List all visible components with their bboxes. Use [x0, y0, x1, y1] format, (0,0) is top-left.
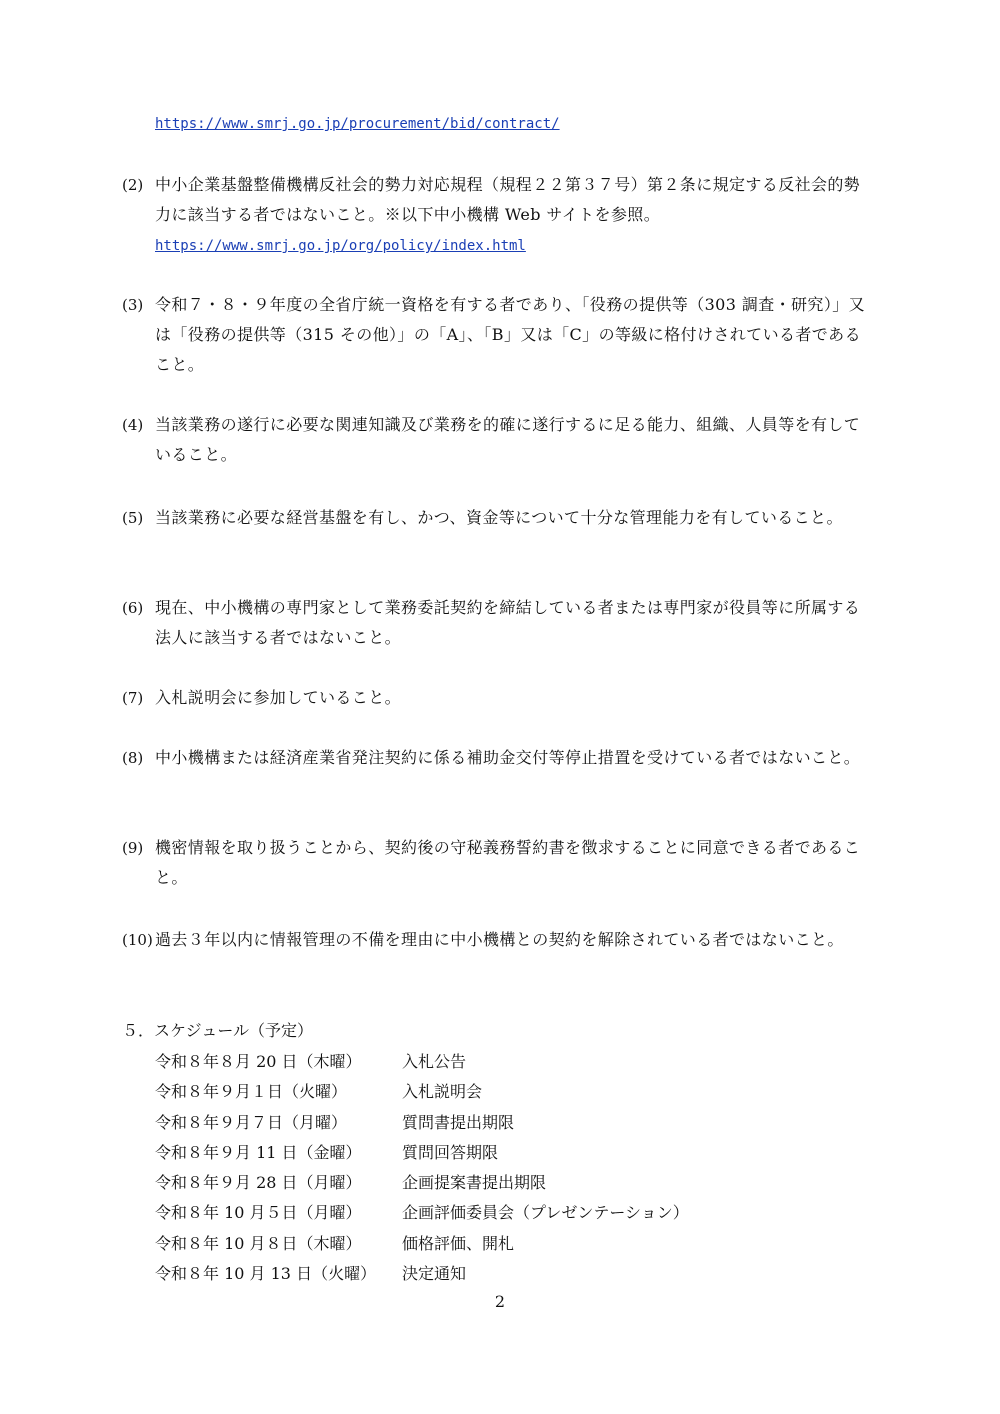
- item-6: [122, 593, 872, 653]
- item-text: 入札説明会に参加していること。: [155, 688, 402, 707]
- item-number: (4): [122, 416, 144, 434]
- item-text: 過去３年以内に情報管理の不備を理由に中小機構との契約を解除されている者ではないこと。: [155, 930, 844, 949]
- schedule-event: 決定通知: [402, 1264, 467, 1284]
- schedule-date: 令和８年９月１日（火曜）: [155, 1082, 348, 1102]
- item-9: [122, 833, 872, 893]
- item-text: 当該業務の遂行に必要な関連知識及び業務を的確に遂行するに足る能力、組織、人員等を有していること。: [155, 415, 861, 464]
- item-2: [122, 170, 872, 261]
- schedule-row: [155, 1198, 689, 1228]
- schedule-row: [155, 1047, 689, 1077]
- item-text: 機密情報を取り扱うことから、契約後の守秘義務誓約書を徴求することに同意できる者であること。: [155, 838, 861, 887]
- item-number: (2): [122, 176, 144, 194]
- item-number: (3): [122, 296, 144, 314]
- item-10: [122, 925, 872, 955]
- schedule-date: 令和８年 10 月８日（木曜）: [155, 1233, 362, 1253]
- schedule-row: [155, 1229, 689, 1259]
- item-number: (7): [122, 689, 144, 707]
- schedule-event: 質問回答期限: [402, 1142, 499, 1162]
- item-number: (9): [122, 839, 144, 857]
- schedule-event: 価格評価、開札: [402, 1233, 515, 1253]
- item-number: (6): [122, 599, 144, 617]
- item-text: 中小企業基盤整備機構反社会的勢力対応規程（規程２２第３７号）第２条に規定する反社会的勢力に該当する者ではないこと。※以下中小機構 Web サイトを参照。: [155, 175, 861, 224]
- schedule-date: 令和８年 10 月 13 日（火曜）: [155, 1264, 377, 1284]
- item-number: (8): [122, 749, 144, 767]
- schedule-event: 入札説明会: [402, 1082, 483, 1102]
- schedule-row: [155, 1259, 689, 1289]
- page-number: 2: [494, 1292, 506, 1311]
- schedule-event: 入札公告: [402, 1052, 467, 1071]
- schedule-date: 令和８年９月 28 日（月曜）: [155, 1173, 362, 1193]
- schedule-heading: ５．スケジュール（予定）: [122, 1021, 314, 1040]
- item-number: (10): [122, 931, 153, 949]
- item-8: [122, 743, 872, 773]
- item-3: [122, 290, 872, 380]
- item-text: 当該業務に必要な経営基盤を有し、かつ、資金等について十分な管理能力を有していること。: [155, 508, 843, 527]
- item-7: [122, 683, 872, 713]
- schedule-row: [155, 1138, 689, 1168]
- schedule-row: [155, 1168, 689, 1198]
- policy-link[interactable]: https://www.smrj.go.jp/org/policy/index.html: [155, 238, 526, 254]
- item-4: [122, 410, 872, 470]
- schedule-date: 令和８年８月 20 日（木曜）: [155, 1052, 362, 1071]
- item-text: 現在、中小機構の専門家として業務委託契約を締結している者または専門家が役員等に所属する法人に該当する者ではないこと。: [155, 598, 861, 647]
- schedule-event: 質問書提出期限: [402, 1112, 515, 1132]
- schedule-event: 企画評価委員会（プレゼンテーション）: [402, 1203, 689, 1223]
- schedule-list: [155, 1047, 689, 1289]
- schedule-row: [155, 1077, 689, 1107]
- item-text: 中小機構または経済産業省発注契約に係る補助金交付等停止措置を受けている者ではないこと。: [155, 748, 861, 767]
- schedule-date: 令和８年 10 月５日（月曜）: [155, 1203, 362, 1223]
- item-number: (5): [122, 509, 144, 527]
- item-text: 令和７・８・９年度の全省庁統一資格を有する者であり、「役務の提供等（303 調査・研究）」又は「役務の提供等（315 その他）」の「A」、「B」又は「C」の等級に格付けされている者であること。: [155, 295, 866, 374]
- item-5: [122, 503, 872, 533]
- contract-link[interactable]: https://www.smrj.go.jp/procurement/bid/contract/: [155, 116, 560, 132]
- schedule-row: [155, 1108, 689, 1138]
- schedule-date: 令和８年９月７日（月曜）: [155, 1112, 348, 1132]
- schedule-event: 企画提案書提出期限: [402, 1173, 547, 1193]
- schedule-date: 令和８年９月 11 日（金曜）: [155, 1142, 362, 1162]
